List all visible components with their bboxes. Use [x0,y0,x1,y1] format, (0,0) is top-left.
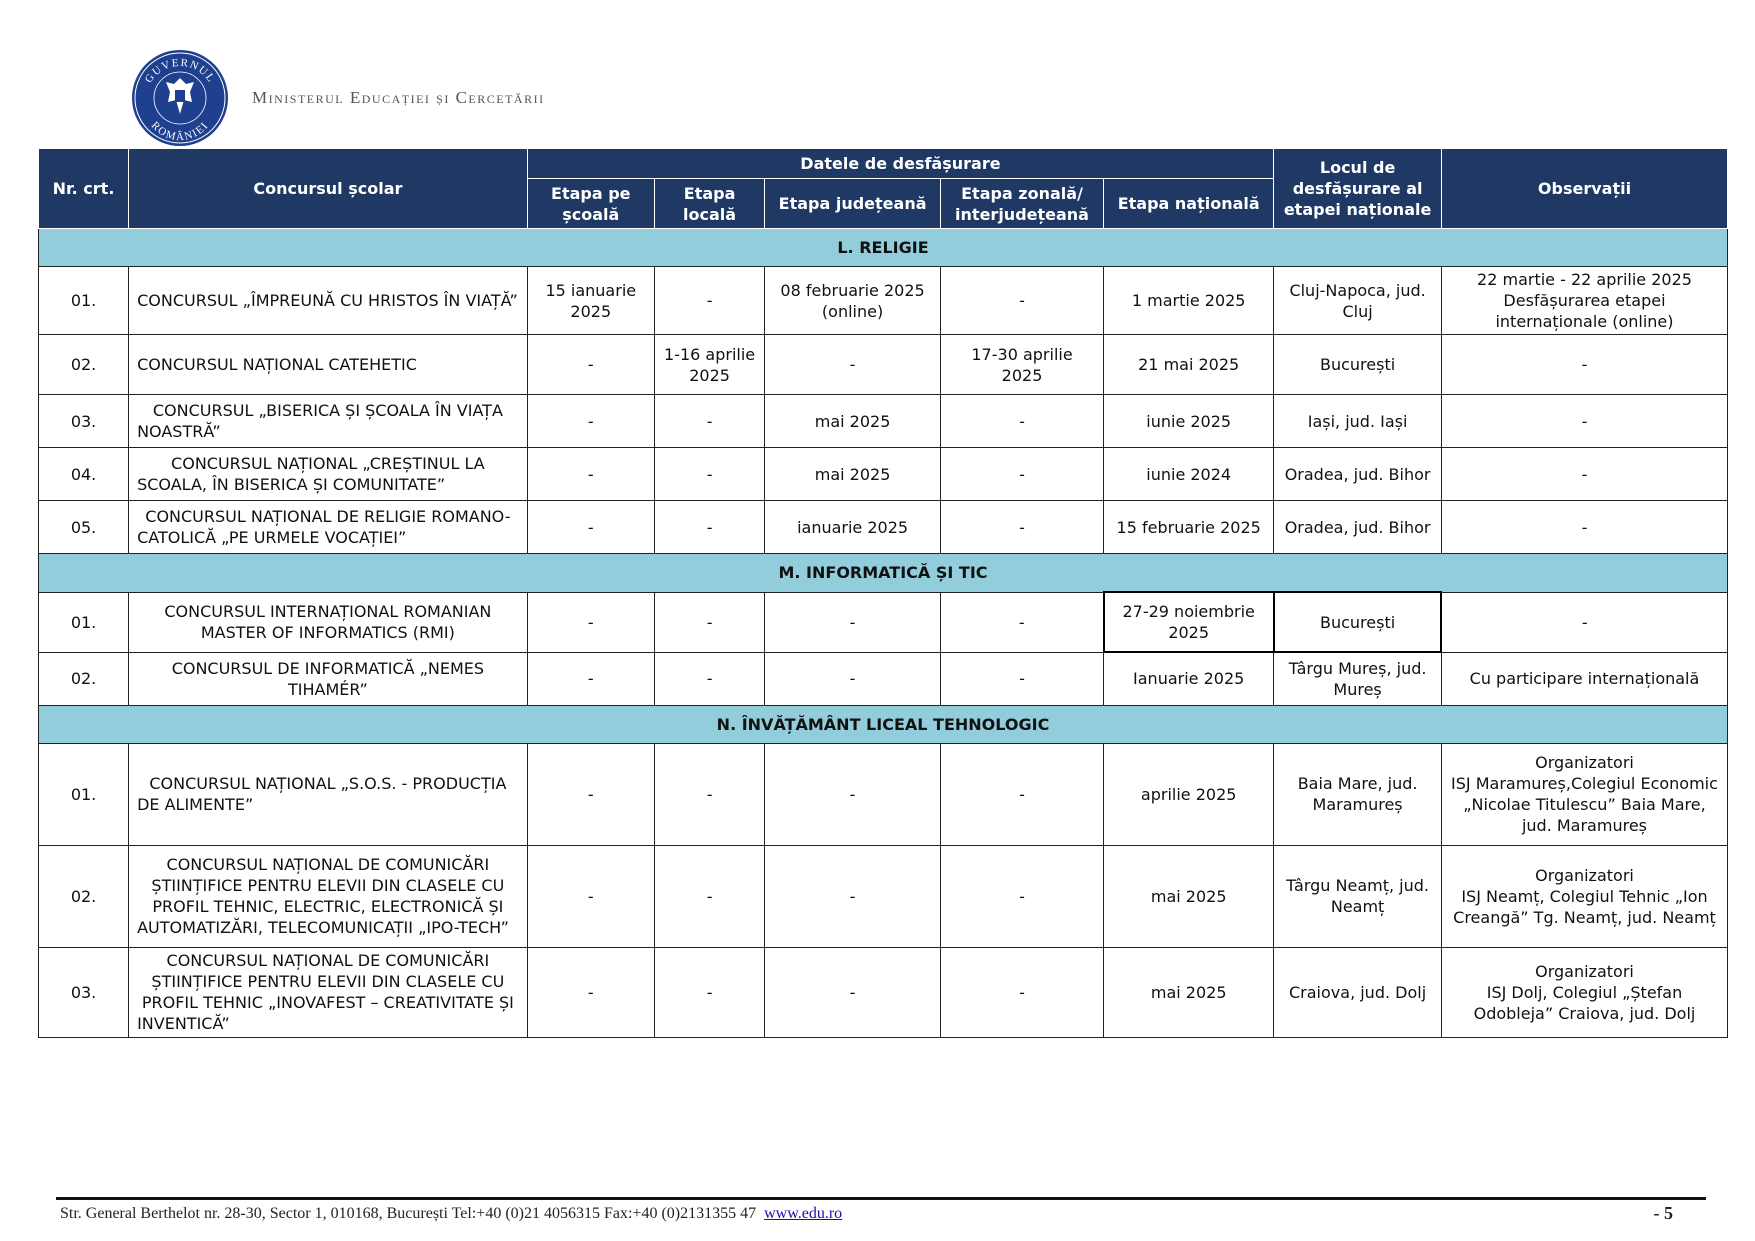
table-row: 05. CONCURSUL NAȚIONAL DE RELIGIE ROMANO-CATOLICĂ „PE URMELE VOCAȚIEI” - - ianuarie 2025 - 15 februarie 2025 Oradea, jud. Bihor - [39,501,1728,554]
table-row: 02. CONCURSUL NAȚIONAL DE COMUNICĂRI ȘTIINȚIFICE PENTRU ELEVII DIN CLASELE CU PROFIL TEHNIC, ELECTRIC, ELECTRONICĂ ȘI AUTOMATIZĂRI, TELECOMUNICAȚII „IPO-TECH” - - - - mai 2025 Târgu Neamț, jud. Neamț Organizatori ISJ Neamț, Colegiul Tehnic „Ion Creangă” Tg. Neamț, jud. Neamț [39,845,1728,947]
col-group-dates: Datele de desfășurare [527,149,1274,179]
col-header-locala: Etapa locală [654,179,764,229]
svg-text:ROMÂNIEI: ROMÂNIEI [148,119,212,144]
table-row: 02. CONCURSUL NAȚIONAL CATEHETIC - 1-16 aprilie 2025 - 17-30 aprilie 2025 21 mai 2025 București - [39,335,1728,395]
footer-address-text: Str. General Berthelot nr. 28-30, Sector 1, 010168, București Tel:+40 (0)21 4056315 Fax:+40 (0)2131355 47 [60,1205,757,1222]
col-header-nr: Nr. crt. [39,149,129,229]
section-header-informatica: M. INFORMATICĂ ȘI TIC [39,554,1728,593]
col-header-zonala: Etapa zonală/ interjudețeană [940,179,1103,229]
section-header-tehnologic: N. ÎNVĂȚĂMÂNT LICEAL TEHNOLOGIC [39,705,1728,743]
col-header-scoala: Etapa pe școală [527,179,654,229]
ministry-name: Ministerul Educației și Cercetării [252,88,545,107]
table-row: 01. CONCURSUL „ÎMPREUNĂ CU HRISTOS ÎN VIAȚĂ” 15 ianuarie 2025 - 08 februarie 2025 (online) - 1 martie 2025 Cluj-Napoca, jud. Cluj 22 martie - 22 aprilie 2025 Desfășurarea etapei internaționale (online) [39,267,1728,335]
col-header-concurs: Concursul școlar [129,149,528,229]
observatii-cell: Organizatori ISJ Dolj, Colegiul „Ștefan Odobleja” Craiova, jud. Dolj [1441,947,1727,1037]
table-row: 01. CONCURSUL NAȚIONAL „S.O.S. - PRODUCȚIA DE ALIMENTE” - - - - aprilie 2025 Baia Mare, jud. Maramureș Organizatori ISJ Maramureș,Colegiul Economic „Nicolae Titulescu” Baia Mare, jud. Maramureș [39,743,1728,845]
section-header-religie: L. RELIGIE [39,229,1728,267]
col-header-judeteana: Etapa județeană [765,179,941,229]
table-row: 02. CONCURSUL DE INFORMATICĂ „NEMES TIHAMÉR” - - - - Ianuarie 2025 Târgu Mureș, jud. Mureș Cu participare internațională [39,652,1728,705]
col-header-observatii: Observații [1441,149,1727,229]
document-header [130,48,545,148]
observatii-cell: Organizatori ISJ Maramureș,Colegiul Economic „Nicolae Titulescu” Baia Mare, jud. Maramureș [1441,743,1727,845]
table-row: 03. CONCURSUL „BISERICA ȘI ȘCOALA ÎN VIAȚA NOASTRĂ” - - mai 2025 - iunie 2025 Iași, jud. Iași - [39,395,1728,448]
government-seal-logo [130,48,230,148]
footer-address [60,1205,842,1223]
table-row: 01. CONCURSUL INTERNAȚIONAL ROMANIAN MASTER OF INFORMATICS (RMI) - - - - 27-29 noiembrie 2025 București - [39,592,1728,652]
footer-divider [56,1197,1706,1200]
col-header-nationala: Etapa națională [1104,179,1274,229]
table-row: 04. CONCURSUL NAȚIONAL „CREȘTINUL LA SCOALA, ÎN BISERICA ȘI COMUNITATE” - - mai 2025 - iunie 2024 Oradea, jud. Bihor - [39,448,1728,501]
website-link[interactable]: www.edu.ro [764,1205,843,1222]
contest-table [38,148,1728,1038]
observatii-cell: Organizatori ISJ Neamț, Colegiul Tehnic „Ion Creangă” Tg. Neamț, jud. Neamț [1441,845,1727,947]
svg-text:GUVERNUL: GUVERNUL [142,56,218,86]
col-header-locul: Locul de desfășurare al etapei naționale [1274,149,1442,229]
table-row: 03. CONCURSUL NAȚIONAL DE COMUNICĂRI ȘTIINȚIFICE PENTRU ELEVII DIN CLASELE CU PROFIL TEHNIC „INOVAFEST – CREATIVITATE ȘI INVENTICĂ” - - - - mai 2025 Craiova, jud. Dolj Organizatori ISJ Dolj, Colegiul „Ștefan Odobleja” Craiova, jud. Dolj [39,947,1728,1037]
page-number: - 5 [1653,1203,1673,1223]
